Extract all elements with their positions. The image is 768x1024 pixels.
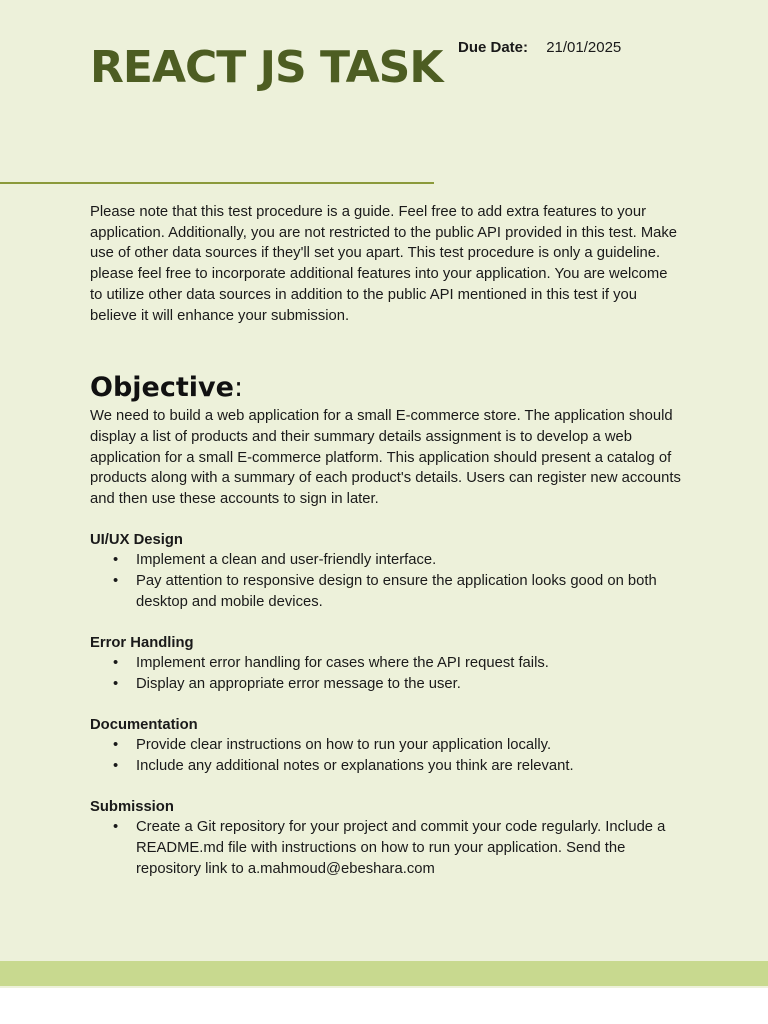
- section-error-handling: [90, 633, 682, 695]
- list-item-text: Provide clear instructions on how to run your application locally.: [136, 737, 552, 754]
- section-title: Error Handling: [90, 634, 194, 651]
- list-item-text: Include any additional notes or explanations you think are relevant.: [136, 758, 574, 775]
- title-divider: [0, 182, 434, 184]
- bullet-icon: •: [113, 573, 119, 590]
- bullet-icon: •: [113, 737, 119, 754]
- list-item-text: Pay attention to responsive design to ensure the application looks good on both desktop and mobile devices.: [136, 573, 657, 610]
- bullet-icon: •: [113, 655, 119, 672]
- list-item: [90, 571, 682, 612]
- objective-heading-colon: :: [233, 372, 244, 404]
- bullet-icon: •: [113, 758, 119, 775]
- section-submission: [90, 797, 682, 880]
- objective-heading-text: Objective: [90, 372, 234, 404]
- list-item: [90, 550, 682, 571]
- document-title: REACT JS TASK: [90, 42, 443, 93]
- list-item-text: Display an appropriate error message to the user.: [136, 675, 461, 692]
- list-item: [90, 735, 682, 756]
- list-item-text: Create a Git repository for your project and commit your code regularly. Include a README.md file with instructions on how to run your application. Send the repository link to a.mahmoud@ebeshara.com: [136, 819, 666, 877]
- bullet-icon: •: [113, 819, 119, 836]
- bullet-list: [90, 735, 682, 776]
- due-date-value: 21/01/2025: [546, 39, 622, 56]
- document-body: [90, 202, 682, 900]
- section-title: Documentation: [90, 716, 198, 733]
- list-item-text: Implement a clean and user-friendly interface.: [136, 552, 437, 569]
- intro-paragraph: Please note that this test procedure is a guide. Feel free to add extra features to your application. Additionally, you are not restricted to the public API provided in this test. Make use of other data sources if they'll set you apart. This test procedure is only a guideline. please feel free to incorporate additional features into your application. You are welcome to utilize other data sources in addition to the public API mentioned in this test if you believe it will enhance your submission.: [90, 204, 677, 324]
- list-item: [90, 653, 682, 674]
- list-item-text: Implement error handling for cases where the API request fails.: [136, 655, 549, 672]
- bullet-list: [90, 550, 682, 612]
- objective-paragraph: We need to build a web application for a small E-commerce store. The application should display a list of products and their summary details assignment is to develop a web application for a small E-commerce platform. This application should present a catalog of products along with a summary of each product's details. Users can register new accounts and then use these accounts to sign in later.: [90, 408, 681, 508]
- objective-heading: [90, 370, 682, 406]
- list-item: [90, 817, 682, 879]
- bullet-list: [90, 653, 682, 694]
- list-item: [90, 756, 682, 777]
- section-documentation: [90, 715, 682, 777]
- section-title: Submission: [90, 798, 174, 815]
- bullet-list: [90, 817, 682, 879]
- list-item: [90, 674, 682, 695]
- section-title: UI/UX Design: [90, 531, 183, 548]
- footer-band: [0, 961, 768, 986]
- section-ui-ux-design: [90, 530, 682, 613]
- bullet-icon: •: [113, 675, 119, 692]
- due-date: [458, 38, 621, 58]
- bullet-icon: •: [113, 552, 119, 569]
- due-date-label: Due Date:: [458, 39, 529, 56]
